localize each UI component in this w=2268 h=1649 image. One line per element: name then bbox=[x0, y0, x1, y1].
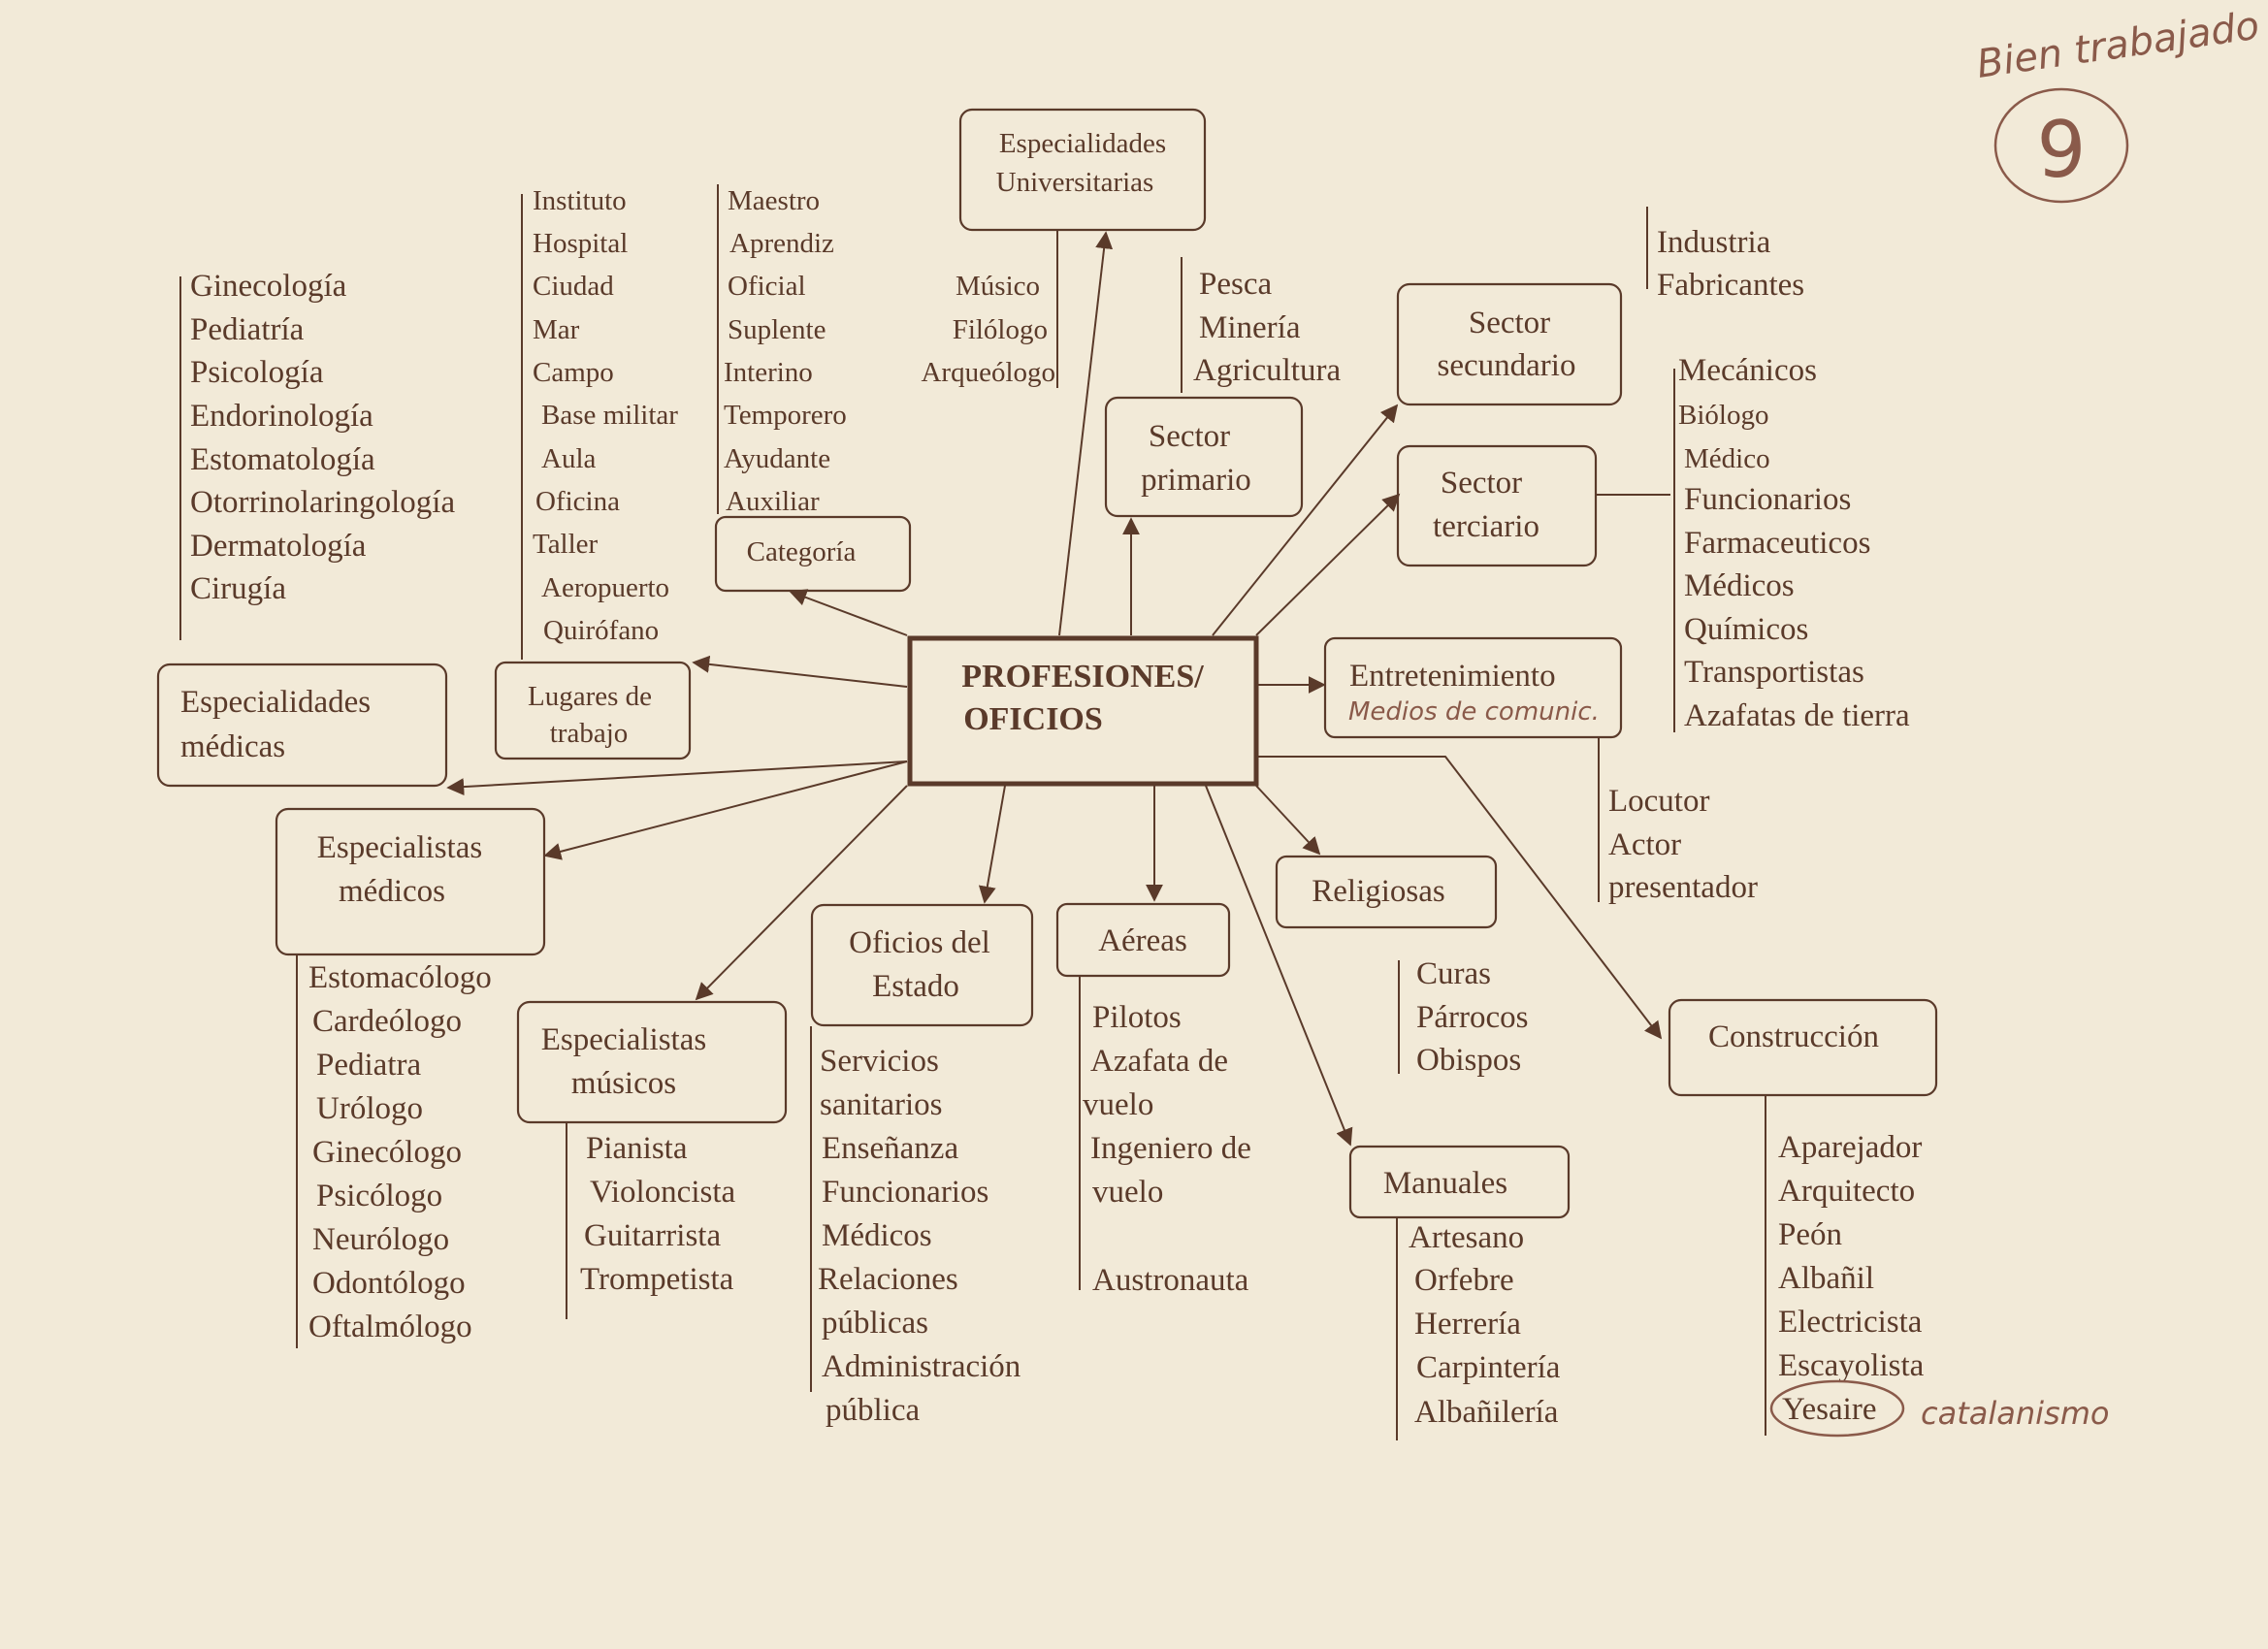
list-sector-secundario bbox=[1657, 225, 1804, 303]
list-item: Albañil bbox=[1778, 1261, 1874, 1296]
sector-secundario-line1: Sector bbox=[1468, 306, 1551, 340]
list-item: Escayolista bbox=[1778, 1348, 1925, 1383]
node-construccion bbox=[1669, 1000, 1936, 1095]
grade-mark: 9 bbox=[2036, 105, 2087, 195]
arrow-to-religiosas bbox=[1256, 786, 1319, 854]
especialistas-musicos-line2: músicos bbox=[570, 1066, 677, 1101]
list-item: Urólogo bbox=[316, 1091, 423, 1126]
entretenimiento-label: Entretenimiento bbox=[1349, 659, 1556, 694]
list-item: Biólogo bbox=[1678, 400, 1769, 431]
sector-primario-line1: Sector bbox=[1148, 419, 1231, 454]
center-node bbox=[910, 638, 1256, 784]
list-item: Cirugía bbox=[190, 571, 286, 606]
arrow-to-especialistas-musicos bbox=[697, 786, 907, 999]
religiosas-label: Religiosas bbox=[1312, 874, 1445, 909]
list-item: Mar bbox=[533, 314, 580, 345]
arrow-to-lugares bbox=[694, 663, 907, 687]
arrow-to-esp-medicas bbox=[448, 761, 907, 788]
list-item: Albañilería bbox=[1414, 1395, 1559, 1430]
list-manuales bbox=[1409, 1220, 1561, 1430]
list-item: Aeropuerto bbox=[541, 572, 670, 603]
list-item: Pilotos bbox=[1092, 1000, 1182, 1035]
list-item: Violoncista bbox=[590, 1175, 736, 1210]
list-item: Párrocos bbox=[1416, 1000, 1529, 1035]
list-sector-primario bbox=[1193, 267, 1341, 388]
list-item: Suplente bbox=[728, 314, 826, 345]
list-item: Médicos bbox=[822, 1218, 932, 1253]
oficios-estado-line2: Estado bbox=[872, 969, 959, 1004]
sector-terciario-line2: terciario bbox=[1433, 509, 1539, 544]
node-religiosas bbox=[1277, 857, 1496, 927]
especialistas-medicos-line2: médicos bbox=[339, 874, 445, 909]
aereas-label: Aéreas bbox=[1098, 923, 1187, 958]
list-item: Aparejador bbox=[1778, 1130, 1923, 1165]
list-item: Austronauta bbox=[1092, 1263, 1249, 1298]
list-item: Pediatría bbox=[190, 312, 305, 347]
list-item: Pianista bbox=[586, 1131, 688, 1166]
list-esp-univ bbox=[921, 271, 1055, 388]
node-sector-secundario bbox=[1398, 284, 1621, 404]
list-item: Otorrinolaringología bbox=[190, 485, 456, 520]
sector-secundario-line2: secundario bbox=[1437, 348, 1576, 383]
list-item: Taller bbox=[533, 529, 599, 560]
arrow-to-sector-secundario bbox=[1213, 405, 1397, 635]
list-item: Relaciones bbox=[818, 1262, 958, 1297]
node-oficios-estado bbox=[812, 905, 1032, 1025]
node-categoria bbox=[716, 517, 910, 591]
list-item: Instituto bbox=[533, 185, 627, 216]
list-item: públicas bbox=[822, 1306, 928, 1341]
list-item: Farmaceuticos bbox=[1684, 526, 1871, 561]
list-item: Temporero bbox=[724, 400, 847, 431]
list-item: Mecánicos bbox=[1678, 353, 1817, 388]
list-item: Pesca bbox=[1199, 267, 1273, 302]
list-item: Fabricantes bbox=[1657, 268, 1805, 303]
center-title-line2: OFICIOS bbox=[963, 701, 1103, 737]
list-item: Trompetista bbox=[580, 1262, 734, 1297]
node-esp-medicas bbox=[158, 664, 446, 786]
list-lugares bbox=[533, 185, 678, 646]
list-item: Químicos bbox=[1684, 612, 1809, 647]
list-item: Locutor bbox=[1608, 784, 1710, 819]
esp-univ-line2: Universitarias bbox=[995, 167, 1154, 198]
list-entretenimiento bbox=[1608, 784, 1758, 905]
esp-medicas-line1: Especialidades bbox=[180, 685, 372, 720]
manuales-label: Manuales bbox=[1382, 1166, 1508, 1201]
list-item: Actor bbox=[1608, 827, 1682, 862]
list-aereas bbox=[1083, 1000, 1251, 1298]
list-item: Industria bbox=[1657, 225, 1771, 260]
list-item: Neurólogo bbox=[312, 1222, 450, 1257]
list-item: Quirófano bbox=[543, 615, 660, 646]
list-item: Yesaire bbox=[1782, 1392, 1877, 1427]
list-item: Oficina bbox=[535, 486, 620, 517]
list-esp-medicas bbox=[190, 269, 455, 606]
list-especialistas-musicos bbox=[580, 1131, 736, 1297]
list-item: Minería bbox=[1199, 310, 1301, 345]
especialistas-medicos-line1: Especialistas bbox=[316, 830, 483, 865]
list-item: Interino bbox=[724, 357, 813, 388]
construccion-label: Construcción bbox=[1708, 1019, 1879, 1054]
list-item: Ayudante bbox=[724, 443, 831, 474]
list-item: Transportistas bbox=[1684, 655, 1864, 690]
list-item: Arquitecto bbox=[1778, 1174, 1916, 1209]
list-item: Auxiliar bbox=[726, 486, 820, 517]
list-item: Ginecólogo bbox=[312, 1135, 462, 1170]
list-item: Médico bbox=[1684, 443, 1770, 474]
list-item: Ingeniero de bbox=[1090, 1131, 1251, 1166]
arrow-to-oficios-estado bbox=[985, 786, 1005, 902]
node-aereas bbox=[1057, 904, 1229, 976]
sector-primario-line2: primario bbox=[1141, 463, 1251, 498]
node-manuales bbox=[1350, 1147, 1569, 1217]
list-item: Aprendiz bbox=[729, 228, 834, 259]
list-item: Agricultura bbox=[1193, 353, 1342, 388]
arrow-to-manuales bbox=[1206, 786, 1350, 1145]
list-item: presentador bbox=[1608, 870, 1758, 905]
list-item: Azafatas de tierra bbox=[1684, 698, 1910, 733]
list-item: Músico bbox=[956, 271, 1040, 302]
list-item: Dermatología bbox=[190, 529, 367, 564]
teacher-note: Bien trabajado bbox=[1973, 3, 2262, 87]
list-item: Herrería bbox=[1414, 1307, 1521, 1342]
esp-univ-line1: Especialidades bbox=[998, 128, 1167, 159]
list-item: Cardeólogo bbox=[312, 1004, 462, 1039]
node-sector-primario bbox=[1106, 398, 1302, 516]
list-item: sanitarios bbox=[820, 1087, 943, 1122]
list-item: vuelo bbox=[1092, 1175, 1164, 1210]
list-oficios-estado bbox=[818, 1044, 1021, 1428]
list-item: Curas bbox=[1416, 956, 1491, 991]
list-religiosas bbox=[1416, 956, 1528, 1078]
list-categoria bbox=[724, 185, 847, 517]
sector-terciario-line1: Sector bbox=[1440, 466, 1523, 501]
list-item: Electricista bbox=[1778, 1305, 1923, 1340]
list-item: Pediatra bbox=[316, 1048, 422, 1083]
list-item: Carpintería bbox=[1416, 1350, 1561, 1385]
list-item: Orfebre bbox=[1414, 1263, 1514, 1298]
especialistas-musicos-line1: Especialistas bbox=[540, 1022, 707, 1057]
arrow-to-esp-univ bbox=[1059, 233, 1106, 635]
center-title-line1: PROFESIONES/ bbox=[961, 659, 1204, 695]
list-item: Base militar bbox=[541, 400, 678, 431]
list-item: Oficial bbox=[728, 271, 806, 302]
arrow-to-categoria bbox=[791, 592, 907, 635]
list-item: Oftalmólogo bbox=[308, 1310, 472, 1344]
list-item: pública bbox=[826, 1393, 921, 1428]
list-item: Guitarrista bbox=[584, 1218, 722, 1253]
yesaire-note: catalanismo bbox=[1921, 1395, 2110, 1432]
list-item: Azafata de bbox=[1090, 1044, 1228, 1079]
list-item: Funcionarios bbox=[1684, 482, 1852, 517]
list-item: Ciudad bbox=[533, 271, 614, 302]
list-item: Campo bbox=[533, 357, 614, 388]
node-esp-univ bbox=[960, 110, 1205, 230]
list-item: Funcionarios bbox=[822, 1175, 989, 1210]
list-item: Odontólogo bbox=[312, 1266, 466, 1301]
list-item: Maestro bbox=[728, 185, 821, 216]
lugares-line2: trabajo bbox=[549, 718, 629, 749]
list-sector-terciario bbox=[1678, 353, 1910, 733]
node-sector-terciario bbox=[1398, 446, 1596, 566]
list-item: vuelo bbox=[1083, 1087, 1154, 1122]
list-item: Obispos bbox=[1416, 1043, 1522, 1078]
list-item: Enseñanza bbox=[822, 1131, 959, 1166]
list-item: Endorinología bbox=[190, 399, 373, 434]
list-especialistas-medicos bbox=[308, 960, 492, 1344]
list-item: Filólogo bbox=[952, 314, 1048, 345]
list-item: Psicólogo bbox=[316, 1179, 443, 1213]
list-item: Artesano bbox=[1409, 1220, 1525, 1255]
list-item: Estomatología bbox=[190, 442, 375, 477]
list-item: Aula bbox=[541, 443, 597, 474]
node-lugares bbox=[496, 663, 690, 759]
list-item: Hospital bbox=[533, 228, 629, 259]
list-item: Médicos bbox=[1684, 568, 1795, 603]
list-item: Psicología bbox=[190, 355, 324, 390]
list-item: Administración bbox=[822, 1349, 1021, 1384]
node-especialistas-musicos bbox=[518, 1002, 786, 1122]
list-item: Servicios bbox=[820, 1044, 939, 1079]
list-item: Peón bbox=[1778, 1217, 1842, 1252]
categoria-label: Categoría bbox=[746, 536, 857, 567]
list-item: Arqueólogo bbox=[921, 357, 1055, 388]
oficios-estado-line1: Oficios del bbox=[849, 925, 990, 960]
list-item: Ginecología bbox=[190, 269, 347, 304]
entretenimiento-note: Medios de comunic. bbox=[1348, 697, 1600, 727]
lugares-line1: Lugares de bbox=[527, 681, 653, 712]
esp-medicas-line2: médicas bbox=[180, 729, 286, 764]
list-item: Estomacólogo bbox=[308, 960, 492, 995]
node-especialistas-medicos bbox=[276, 809, 544, 954]
